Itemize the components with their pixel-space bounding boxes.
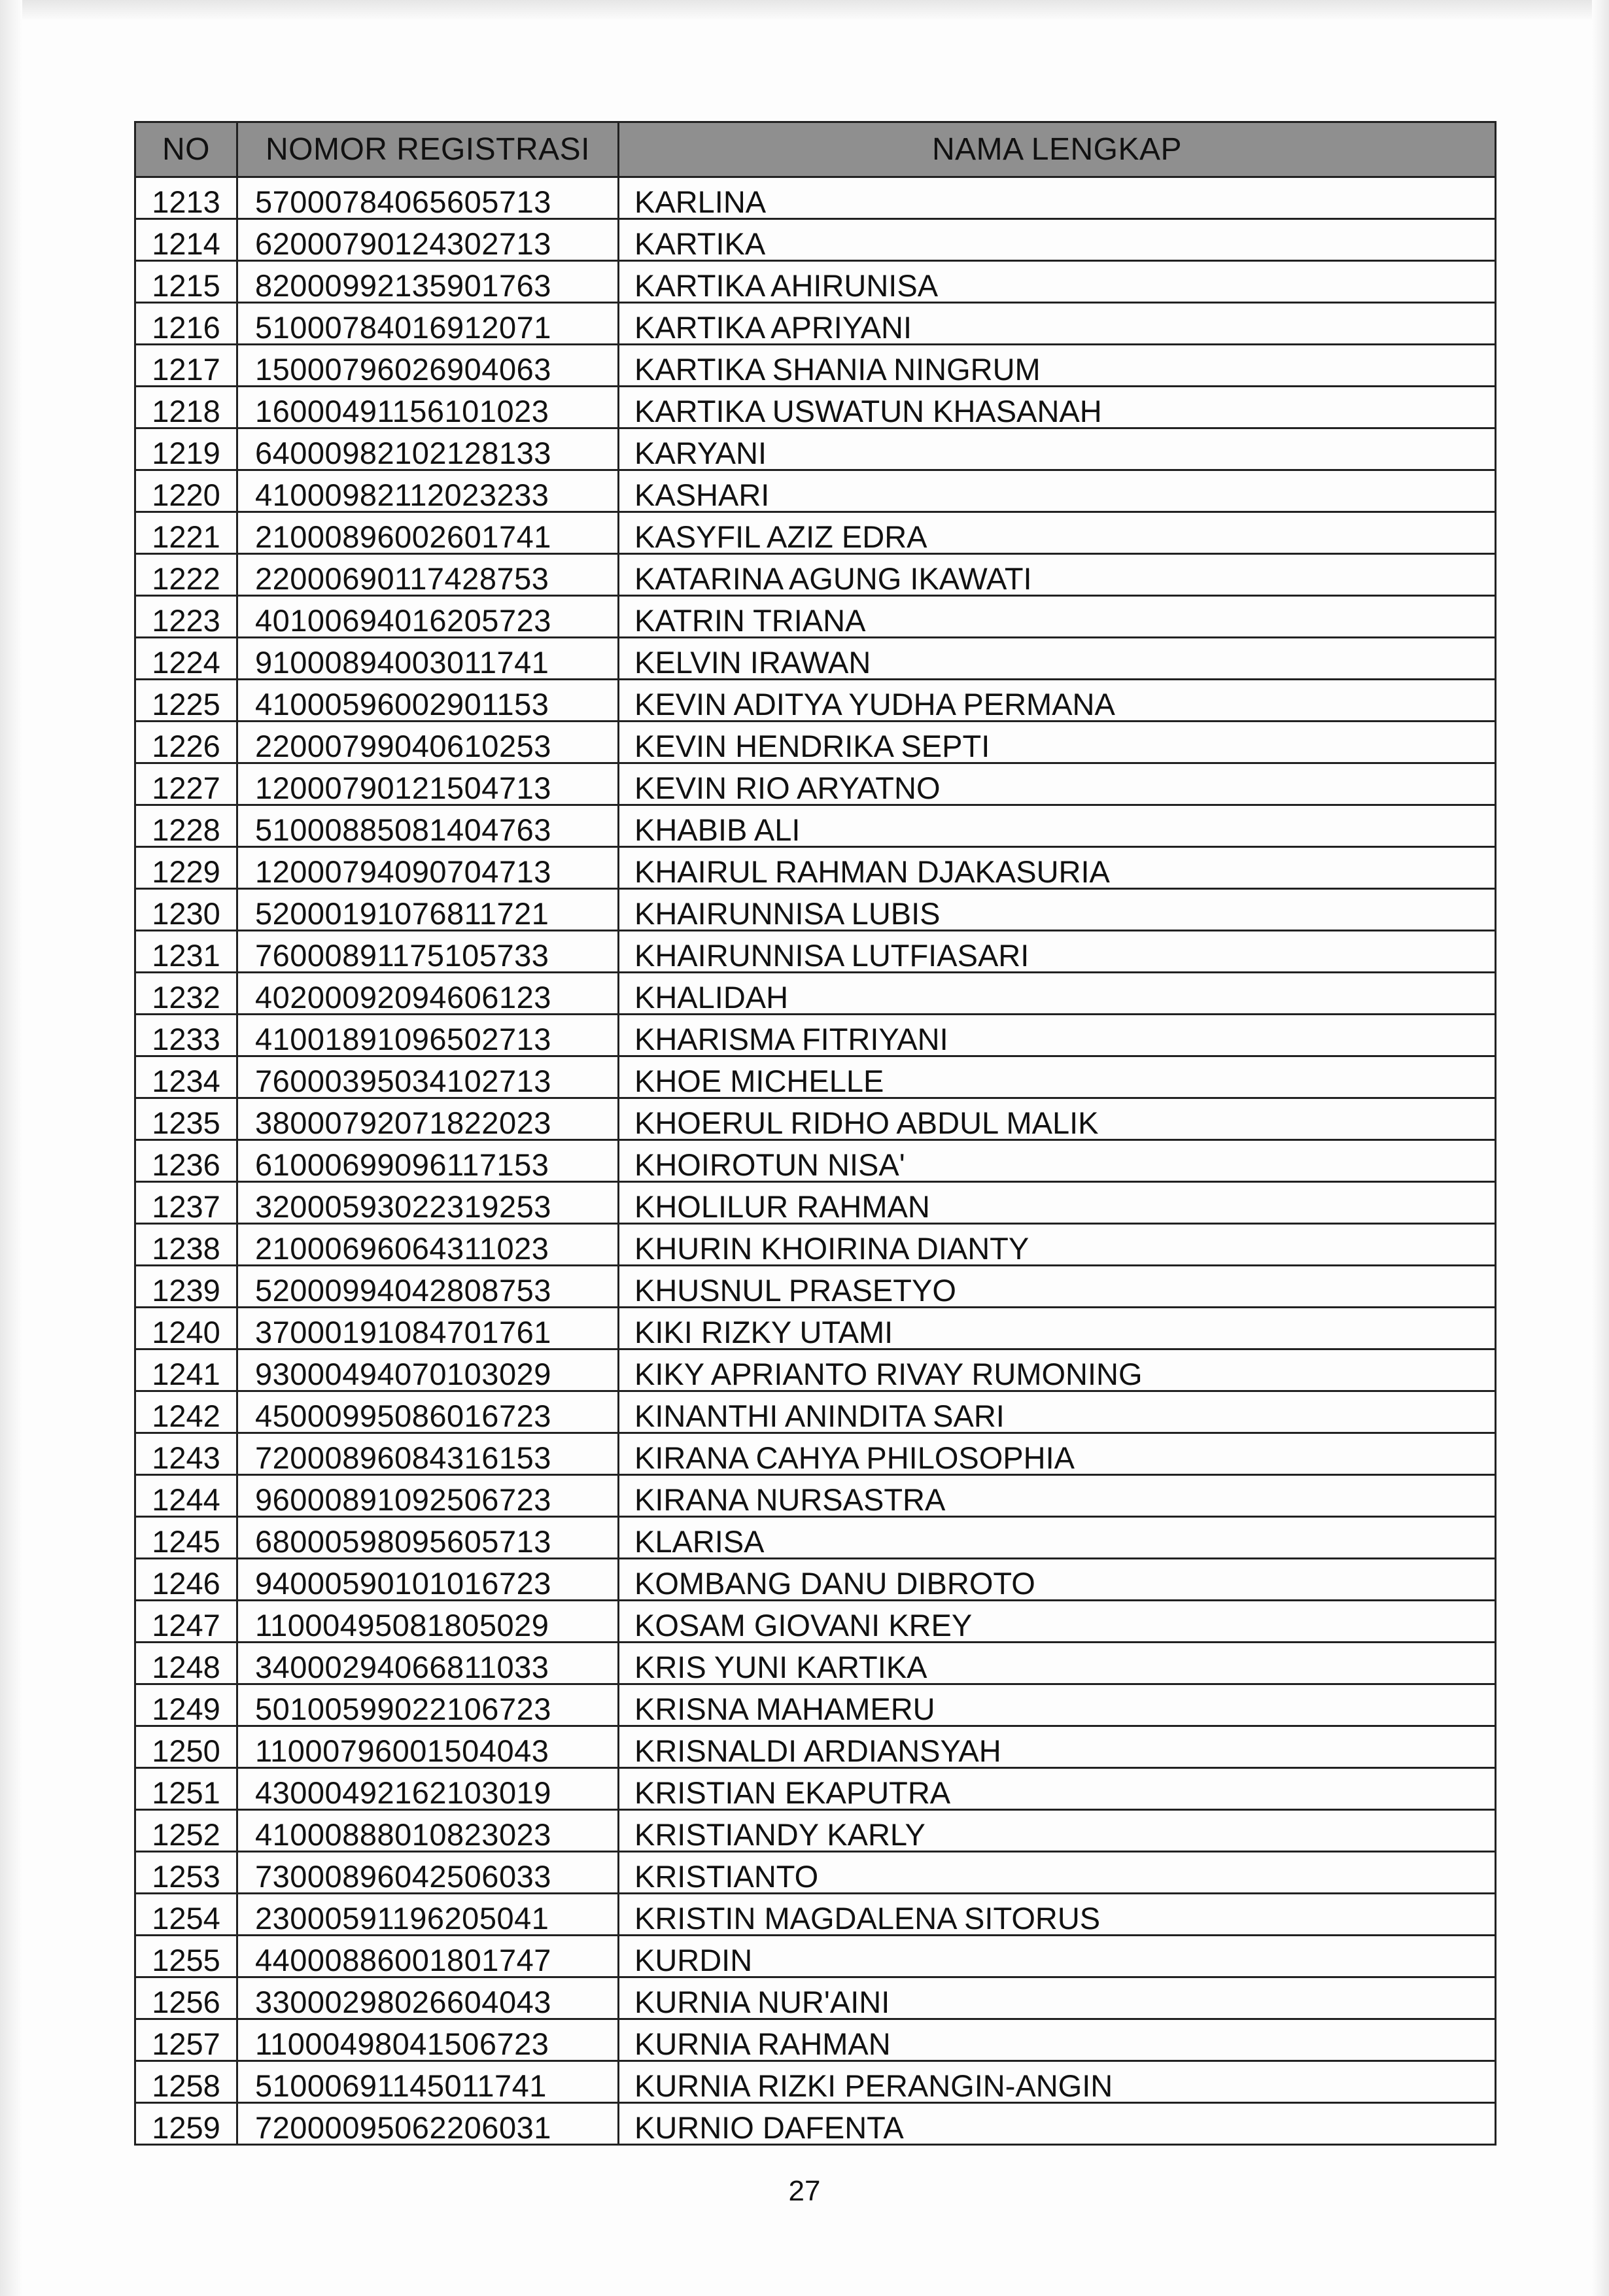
registration-number-cell: 43000492162103019 [237, 1768, 619, 1810]
table-row [135, 1349, 1496, 1391]
full-name-cell: KASYFIL AZIZ EDRA [619, 512, 1496, 554]
registration-number-cell: 15000796026904063 [237, 345, 619, 387]
registration-number-cell: 22000690117428753 [237, 554, 619, 596]
table-row [135, 1643, 1496, 1684]
table-row [135, 1894, 1496, 1936]
row-number-cell: 1251 [135, 1768, 237, 1810]
row-number-cell: 1237 [135, 1182, 237, 1224]
full-name-cell: KRISNALDI ARDIANSYAH [619, 1726, 1496, 1768]
table-row [135, 345, 1496, 387]
row-number-cell: 1221 [135, 512, 237, 554]
row-number-cell: 1246 [135, 1559, 237, 1601]
row-number-cell: 1216 [135, 303, 237, 345]
table-row [135, 1684, 1496, 1726]
table-row [135, 931, 1496, 973]
table-row [135, 1224, 1496, 1266]
registration-number-cell: 12000794090704713 [237, 847, 619, 889]
table-row [135, 1182, 1496, 1224]
row-number-cell: 1257 [135, 2019, 237, 2061]
full-name-cell: KOSAM GIOVANI KREY [619, 1601, 1496, 1643]
full-name-cell: KEVIN ADITYA YUDHA PERMANA [619, 680, 1496, 722]
table-body [135, 177, 1496, 2145]
registration-number-cell: 38000792071822023 [237, 1098, 619, 1140]
table-row [135, 2019, 1496, 2061]
table-row [135, 1266, 1496, 1308]
full-name-cell: KHAIRUNNISA LUTFIASARI [619, 931, 1496, 973]
row-number-cell: 1258 [135, 2061, 237, 2103]
table-row [135, 973, 1496, 1015]
row-number-cell: 1214 [135, 219, 237, 261]
row-number-cell: 1253 [135, 1852, 237, 1894]
full-name-cell: KELVIN IRAWAN [619, 638, 1496, 680]
table-row [135, 470, 1496, 512]
row-number-cell: 1223 [135, 596, 237, 638]
row-number-cell: 1250 [135, 1726, 237, 1768]
row-number-cell: 1259 [135, 2103, 237, 2145]
registration-number-cell: 76000891175105733 [237, 931, 619, 973]
full-name-cell: KARTIKA SHANIA NINGRUM [619, 345, 1496, 387]
row-number-cell: 1247 [135, 1601, 237, 1643]
registration-number-cell: 52000191076811721 [237, 889, 619, 931]
row-number-cell: 1233 [135, 1015, 237, 1056]
full-name-cell: KASHARI [619, 470, 1496, 512]
row-number-cell: 1234 [135, 1056, 237, 1098]
table-row [135, 1977, 1496, 2019]
full-name-cell: KRISNA MAHAMERU [619, 1684, 1496, 1726]
row-number-cell: 1244 [135, 1475, 237, 1517]
table-row [135, 177, 1496, 219]
registration-number-cell: 94000590101016723 [237, 1559, 619, 1601]
full-name-cell: KEVIN HENDRIKA SEPTI [619, 722, 1496, 763]
header-full-name: NAMA LENGKAP [619, 122, 1496, 177]
full-name-cell: KATARINA AGUNG IKAWATI [619, 554, 1496, 596]
registration-number-cell: 57000784065605713 [237, 177, 619, 219]
full-name-cell: KHOERUL RIDHO ABDUL MALIK [619, 1098, 1496, 1140]
full-name-cell: KHALIDAH [619, 973, 1496, 1015]
registration-number-cell: 12000790121504713 [237, 763, 619, 805]
table-header [135, 122, 1496, 177]
full-name-cell: KIRANA NURSASTRA [619, 1475, 1496, 1517]
table-row [135, 1475, 1496, 1517]
header-row [135, 122, 1496, 177]
table-row [135, 1140, 1496, 1182]
registration-number-cell: 41000982112023233 [237, 470, 619, 512]
registration-number-cell: 64000982102128133 [237, 428, 619, 470]
full-name-cell: KRIS YUNI KARTIKA [619, 1643, 1496, 1684]
row-number-cell: 1249 [135, 1684, 237, 1726]
registration-number-cell: 34000294066811033 [237, 1643, 619, 1684]
row-number-cell: 1218 [135, 387, 237, 428]
registration-number-cell: 41000596002901153 [237, 680, 619, 722]
full-name-cell: KRISTIANDY KARLY [619, 1810, 1496, 1852]
table-row [135, 303, 1496, 345]
row-number-cell: 1217 [135, 345, 237, 387]
table-row [135, 261, 1496, 303]
row-number-cell: 1248 [135, 1643, 237, 1684]
row-number-cell: 1239 [135, 1266, 237, 1308]
row-number-cell: 1242 [135, 1391, 237, 1433]
row-number-cell: 1213 [135, 177, 237, 219]
row-number-cell: 1243 [135, 1433, 237, 1475]
registration-number-cell: 51000691145011741 [237, 2061, 619, 2103]
table-row [135, 1768, 1496, 1810]
full-name-cell: KHURIN KHOIRINA DIANTY [619, 1224, 1496, 1266]
registration-number-cell: 61000699096117153 [237, 1140, 619, 1182]
registration-number-cell: 11000495081805029 [237, 1601, 619, 1643]
table-row [135, 889, 1496, 931]
table-row [135, 638, 1496, 680]
full-name-cell: KURNIA RIZKI PERANGIN-ANGIN [619, 2061, 1496, 2103]
full-name-cell: KHOIROTUN NISA' [619, 1140, 1496, 1182]
table-row [135, 680, 1496, 722]
row-number-cell: 1241 [135, 1349, 237, 1391]
row-number-cell: 1254 [135, 1894, 237, 1936]
full-name-cell: KHAIRUL RAHMAN DJAKASURIA [619, 847, 1496, 889]
registration-number-cell: 22000799040610253 [237, 722, 619, 763]
registration-number-cell: 93000494070103029 [237, 1349, 619, 1391]
row-number-cell: 1228 [135, 805, 237, 847]
registration-number-cell: 72000896084316153 [237, 1433, 619, 1475]
table-row [135, 219, 1496, 261]
registration-number-cell: 21000696064311023 [237, 1224, 619, 1266]
table-row [135, 387, 1496, 428]
row-number-cell: 1224 [135, 638, 237, 680]
full-name-cell: KURNIA NUR'AINI [619, 1977, 1496, 2019]
table-row [135, 1433, 1496, 1475]
registration-number-cell: 23000591196205041 [237, 1894, 619, 1936]
full-name-cell: KURNIA RAHMAN [619, 2019, 1496, 2061]
registration-number-cell: 76000395034102713 [237, 1056, 619, 1098]
full-name-cell: KRISTIAN EKAPUTRA [619, 1768, 1496, 1810]
registration-number-cell: 51000885081404763 [237, 805, 619, 847]
table-row [135, 1810, 1496, 1852]
registration-number-cell: 44000886001801747 [237, 1936, 619, 1977]
row-number-cell: 1219 [135, 428, 237, 470]
registration-number-cell: 52000994042808753 [237, 1266, 619, 1308]
registration-table [134, 121, 1497, 2146]
registration-number-cell: 62000790124302713 [237, 219, 619, 261]
table-row [135, 1852, 1496, 1894]
row-number-cell: 1231 [135, 931, 237, 973]
registration-number-cell: 41000888010823023 [237, 1810, 619, 1852]
table-row [135, 1936, 1496, 1977]
row-number-cell: 1227 [135, 763, 237, 805]
full-name-cell: KHUSNUL PRASETYO [619, 1266, 1496, 1308]
registration-number-cell: 40100694016205723 [237, 596, 619, 638]
table-row [135, 1056, 1496, 1098]
table-row [135, 805, 1496, 847]
full-name-cell: KINANTHI ANINDITA SARI [619, 1391, 1496, 1433]
table-row [135, 1391, 1496, 1433]
table-row [135, 1098, 1496, 1140]
full-name-cell: KARTIKA APRIYANI [619, 303, 1496, 345]
full-name-cell: KEVIN RIO ARYATNO [619, 763, 1496, 805]
registration-number-cell: 45000995086016723 [237, 1391, 619, 1433]
full-name-cell: KHABIB ALI [619, 805, 1496, 847]
full-name-cell: KHOLILUR RAHMAN [619, 1182, 1496, 1224]
table-row [135, 2103, 1496, 2145]
registration-number-cell: 50100599022106723 [237, 1684, 619, 1726]
row-number-cell: 1252 [135, 1810, 237, 1852]
header-registration-number: NOMOR REGISTRASI [237, 122, 619, 177]
registration-number-cell: 51000784016912071 [237, 303, 619, 345]
row-number-cell: 1229 [135, 847, 237, 889]
table-row [135, 512, 1496, 554]
table-row [135, 1726, 1496, 1768]
scan-shadow-right [1592, 0, 1609, 2296]
row-number-cell: 1220 [135, 470, 237, 512]
full-name-cell: KURNIO DAFENTA [619, 2103, 1496, 2145]
full-name-cell: KLARISA [619, 1517, 1496, 1559]
row-number-cell: 1236 [135, 1140, 237, 1182]
page-number: 27 [788, 2175, 821, 2207]
full-name-cell: KRISTIN MAGDALENA SITORUS [619, 1894, 1496, 1936]
registration-number-cell: 33000298026604043 [237, 1977, 619, 2019]
registration-number-cell: 16000491156101023 [237, 387, 619, 428]
row-number-cell: 1240 [135, 1308, 237, 1349]
scan-shadow-left [0, 0, 22, 2296]
row-number-cell: 1235 [135, 1098, 237, 1140]
full-name-cell: KIKY APRIANTO RIVAY RUMONING [619, 1349, 1496, 1391]
row-number-cell: 1255 [135, 1936, 237, 1977]
row-number-cell: 1226 [135, 722, 237, 763]
registration-number-cell: 37000191084701761 [237, 1308, 619, 1349]
row-number-cell: 1222 [135, 554, 237, 596]
registration-number-cell: 82000992135901763 [237, 261, 619, 303]
full-name-cell: KHOE MICHELLE [619, 1056, 1496, 1098]
full-name-cell: KARTIKA USWATUN KHASANAH [619, 387, 1496, 428]
table-row [135, 428, 1496, 470]
scan-shadow-top [0, 0, 1609, 20]
full-name-cell: KARTIKA AHIRUNISA [619, 261, 1496, 303]
header-no: NO [135, 122, 237, 177]
registration-number-cell: 21000896002601741 [237, 512, 619, 554]
table-row [135, 596, 1496, 638]
registration-number-cell: 72000095062206031 [237, 2103, 619, 2145]
row-number-cell: 1256 [135, 1977, 237, 2019]
full-name-cell: KHAIRUNNISA LUBIS [619, 889, 1496, 931]
full-name-cell: KARTIKA [619, 219, 1496, 261]
table-row [135, 1308, 1496, 1349]
full-name-cell: KIKI RIZKY UTAMI [619, 1308, 1496, 1349]
row-number-cell: 1238 [135, 1224, 237, 1266]
full-name-cell: KARYANI [619, 428, 1496, 470]
full-name-cell: KARLINA [619, 177, 1496, 219]
table-row [135, 1559, 1496, 1601]
table-row [135, 1015, 1496, 1056]
row-number-cell: 1215 [135, 261, 237, 303]
row-number-cell: 1230 [135, 889, 237, 931]
registration-number-cell: 96000891092506723 [237, 1475, 619, 1517]
table-row [135, 1517, 1496, 1559]
registration-number-cell: 68000598095605713 [237, 1517, 619, 1559]
row-number-cell: 1232 [135, 973, 237, 1015]
table-row [135, 1601, 1496, 1643]
registration-number-cell: 73000896042506033 [237, 1852, 619, 1894]
registration-number-cell: 11000796001504043 [237, 1726, 619, 1768]
full-name-cell: KOMBANG DANU DIBROTO [619, 1559, 1496, 1601]
row-number-cell: 1225 [135, 680, 237, 722]
registration-number-cell: 91000894003011741 [237, 638, 619, 680]
registration-number-cell: 32000593022319253 [237, 1182, 619, 1224]
full-name-cell: KURDIN [619, 1936, 1496, 1977]
registration-number-cell: 40200092094606123 [237, 973, 619, 1015]
full-name-cell: KHARISMA FITRIYANI [619, 1015, 1496, 1056]
full-name-cell: KATRIN TRIANA [619, 596, 1496, 638]
table-row [135, 2061, 1496, 2103]
registration-number-cell: 11000498041506723 [237, 2019, 619, 2061]
table-row [135, 847, 1496, 889]
full-name-cell: KIRANA CAHYA PHILOSOPHIA [619, 1433, 1496, 1475]
registration-number-cell: 41001891096502713 [237, 1015, 619, 1056]
row-number-cell: 1245 [135, 1517, 237, 1559]
full-name-cell: KRISTIANTO [619, 1852, 1496, 1894]
table-row [135, 722, 1496, 763]
table-row [135, 554, 1496, 596]
table-row [135, 763, 1496, 805]
